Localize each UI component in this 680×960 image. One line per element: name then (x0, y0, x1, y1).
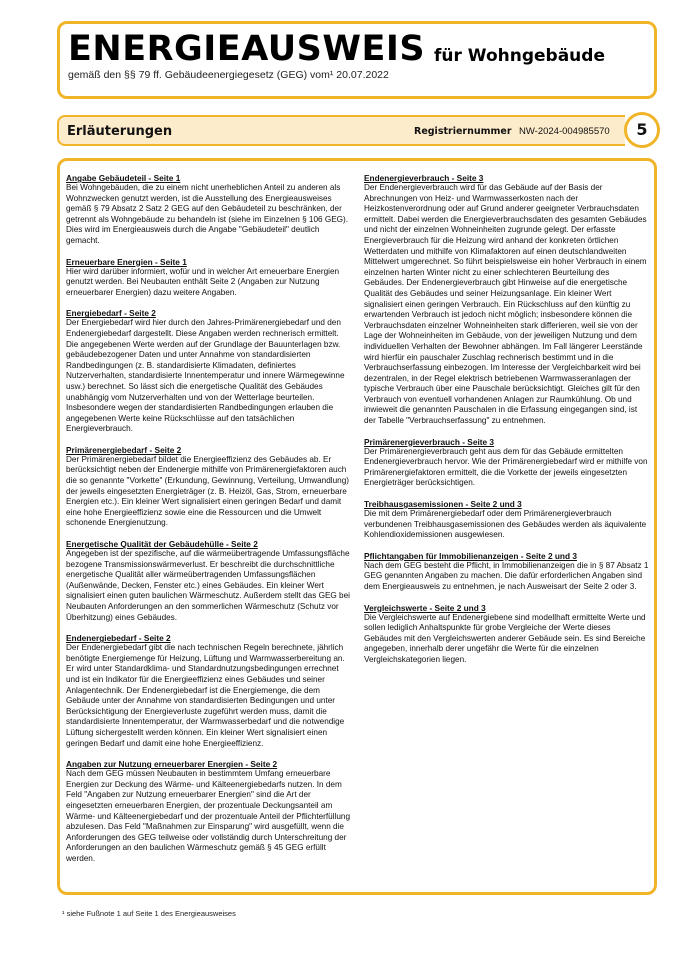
section-primaerenergiebedarf (66, 445, 352, 529)
section-heading: Treibhausgasemissionen - Seite 2 und 3 (364, 499, 522, 510)
section-endenergieverbrauch (364, 173, 650, 427)
section-text: Nach dem GEG besteht die Pflicht, in Immobilienanzeigen die in § 87 Absatz 1 GEG genannten Angaben zu machen. Die dafür erforderlichen Angaben sind dem Energieausweis zu entnehmen, je nach Ausweisart der Seite 2 oder 3. (364, 560, 649, 591)
section-text: Bei Wohngebäuden, die zu einem nicht unerheblichen Anteil zu anderen als Wohnzwecken genutzt werden, ist die Ausstellung des Energieausweises gemäß § 79 Absatz 2 Satz 2 GEG auf den Gebäudeteil zu beschränken, der getrennt als Wohngebäude zu behandeln ist (siehe im Einzelnen § 106 GEG). Dies wird im Energieausweis durch die Angabe "Gebäudeteil" deutlich gemacht. (66, 183, 349, 245)
section-text: Der Endenergieverbrauch wird für das Gebäude auf der Basis der Abrechnungen von Heiz- und Warmwasserkosten nach der Heizkostenverordnung oder auf Grund anderer geeigneter Verbrauchsdaten ermittelt. Dabei werden die Energieverbrauchsdaten des gesamten Gebäudes und nicht der einzelnen Wohneinheiten zugrunde gelegt. Der erfasste Energieverbrauch für die Heizung wird anhand der konkreten örtlichen Wetterdaten und mithilfe von Klimafaktoren auf einen deutschlandweiten Mittelwert umgerechnet. So führt beispielsweise ein hoher Verbrauch in einem einzelnen harten Winter nicht zu einer schlechteren Beurteilung des Gebäudes. Der Endenergieverbrauch gibt Hinweise auf die energetische Qualität des Gebäudes und seiner Heizungsanlage. Ein kleiner Wert signalisiert einen geringen Verbrauch. Ein Rückschluss auf den künftig zu erwartenden Verbrauch ist jedoch nicht möglich; insbesondere können die Verbrauchsdaten einzelner Wohneinheiten stark differieren, weil sie von der Lage der Wohneinheiten im Gebäude, von der jeweiligen Nutzung und dem individuellen Verhalten der Bewohner abhängen. Im Fall längerer Leerstände wird hierfür ein pauschaler Zuschlag rechnerisch bestimmt und in die Verbrauchserfassung einbezogen. Im Interesse der Vergleichbarkeit wird bei dezentralen, in der Regel elektrisch betriebenen Warmwasseranlagen der typische Verbrauch über eine Pauschale berücksichtigt. Gleiches gilt für den Verbrauch von eventuell vorhandenen Anlagen zur Raumkühlung. Ob und inwieweit die genannten Pauschalen in die Erfassung eingegangen sind, ist der Tabelle "Verbrauchserfassung" zu entnehmen. (364, 183, 647, 426)
section-heading: Energiebedarf - Seite 2 (66, 308, 156, 319)
section-heading: Primärenergiebedarf - Seite 2 (66, 444, 182, 455)
section-endenergiebedarf (66, 633, 352, 749)
page-number-badge: 5 (624, 112, 660, 148)
section-erneuerbare-energien (66, 257, 352, 299)
section-vergleichswerte (364, 603, 650, 666)
section-heading: Primärenergieverbrauch - Seite 3 (364, 436, 495, 447)
section-text: Die mit dem Primärenergiebedarf oder dem Primärenergieverbrauch verbundenen Treibhausgasemissionen des Gebäudes werden als äquivalente Kohlendioxidemissionen ausgewiesen. (364, 509, 647, 540)
registration-label: Registriernummer (414, 126, 512, 137)
section-text: Der Endenergiebedarf gibt die nach technischen Regeln berechnete, jährlich benötigte Energiemenge für Heizung, Lüftung und Warmwasserbereitung an. Er wird unter Standardklima- und Standardnutzungsbedingungen errechnet und ist ein Indikator für die Energieeffizienz eines Gebäudes und seiner Anlagentechnik. Der Endenergiebedarf ist die Energiemenge, die dem Gebäude unter der Annahme von standardisierten Bedingungen und unter Berücksichtigung der Energieverluste zugeführt werden muss, damit die standardisierte Innentemperatur, der Warmwasserbedarf und die notwendige Lüftung sichergestellt werden können. Ein kleiner Wert signalisiert einen geringen Bedarf und damit eine hohe Energieeffizienz. (66, 643, 345, 748)
section-text: Der Energiebedarf wird hier durch den Jahres-Primärenergiebedarf und den Endenergiebedarf dargestellt. Diese Angaben werden rechnerisch ermittelt. Die angegebenen Werte werden auf der Grundlage der Bauunterlagen bzw. gebäudebezogener Daten und unter Annahme von standardisierten Randbedingungen (z. B. standardisierte Klimadaten, definiertes Nutzerverhalten, standardisierte Innentemperatur und innere Wärmegewinne usw.) berechnet. So lässt sich die energetische Qualität des Gebäudes unabhängig vom Nutzerverhalten und von der Wetterlage beurteilen. Insbesondere wegen der standardisierten Randbedingungen erlauben die angegebenen Werte keine Rückschlüsse auf den tatsächlichen Energieverbrauch. (66, 318, 345, 434)
section-gebaeudeteil (66, 173, 352, 247)
explanations-box (57, 158, 657, 895)
section-pflichtangaben (364, 551, 650, 593)
section-heading: Vergleichswerte - Seite 2 und 3 (364, 602, 486, 613)
left-column (66, 173, 352, 874)
section-title: Erläuterungen (67, 124, 173, 139)
section-nutzung-erneuerbarer-energien (66, 759, 352, 864)
section-heading: Erneuerbare Energien - Seite 1 (66, 256, 187, 267)
section-heading: Energetische Qualität der Gebäudehülle - Seite 2 (66, 539, 258, 550)
section-heading: Pflichtangaben für Immobilienanzeigen - Seite 2 und 3 (364, 550, 577, 561)
section-gebaeudehuelle (66, 539, 352, 623)
right-column (364, 173, 650, 676)
section-bar (57, 115, 625, 146)
document-header (57, 21, 657, 99)
footnote: ¹ siehe Fußnote 1 auf Seite 1 des Energieausweises (62, 909, 236, 918)
section-treibhausgasemissionen (364, 499, 650, 541)
section-text: Nach dem GEG müssen Neubauten in bestimmtem Umfang erneuerbare Energien zur Deckung des Wärme- und Kälteenergiebedarfs nutzen. In dem Feld "Angaben zur Nutzung erneuerbarer Energien" sind die Art der eingesetzten erneuerbaren Energien, der prozentuale Deckungsanteil am Wärme- und Kälteenergiebedarf und der prozentuale Anteil der Pflichterfüllung abzulesen. Das Feld "Maßnahmen zur Einsparung" wird ausgefüllt, wenn die Anforderungen des GEG teilweise oder vollständig durch Unterschreitung der Anforderungen an den baulichen Wärmeschutz gemäß § 45 GEG erfüllt werden. (66, 769, 351, 863)
document-subtitle: für Wohngebäude (434, 46, 605, 66)
registration-number: NW-2024-004985570 (519, 126, 610, 137)
section-text: Hier wird darüber informiert, wofür und in welcher Art erneuerbare Energien genutzt werden. Bei Neubauten enthält Seite 2 (Angaben zur Nutzung erneuerbarer Energien) dazu weitere Angaben. (66, 266, 340, 297)
section-heading: Angabe Gebäudeteil - Seite 1 (66, 173, 181, 183)
document-title: ENERGIEAUSWEIS (68, 29, 426, 69)
section-text: Der Primärenergieverbrauch geht aus dem für das Gebäude ermittelten Endenergieverbrauch hervor. Wie der Primärenergiebedarf wird er mithilfe von Primärenergiefaktoren ermittelt, die die Vorkette der jeweils eingesetzten Energieträger berücksichtigen. (364, 446, 648, 488)
section-heading: Endenergiebedarf - Seite 2 (66, 633, 171, 644)
section-heading: Angaben zur Nutzung erneuerbarer Energien - Seite 2 (66, 759, 278, 770)
section-text: Die Vergleichswerte auf Endenergiebene sind modellhaft ermittelte Werte und sollen lediglich Anhaltspunkte für grobe Vergleiche der Werte dieses Gebäudes mit den Vergleichswerten anderer Gebäude sein. Es sind Bereiche angegeben, innerhalb derer ungefähr die Werte für die einzelnen Vergleichskategorien liegen. (364, 612, 646, 664)
section-text: Der Primärenergiebedarf bildet die Energieeffizienz des Gebäudes ab. Er berücksichtigt neben der Endenergie mithilfe von Primärenergiefaktoren auch die so genannte "Vorkette" (Erkundung, Gewinnung, Verteilung, Umwandlung) der jeweils eingesetzten Energieträger (z. B. Heizöl, Gas, Strom, erneuerbare Energien etc.). Ein kleiner Wert signalisiert einen geringen Bedarf und damit eine hohe Energieeffizienz sowie eine die Ressourcen und die Umwelt schonende Energienutzung. (66, 454, 349, 528)
section-energiebedarf (66, 308, 352, 435)
legal-basis: gemäß den §§ 79 ff. Gebäudeenergiegesetz (GEG) vom¹ 20.07.2022 (68, 69, 389, 81)
section-primaerenergieverbrauch (364, 437, 650, 489)
section-heading: Endenergieverbrauch - Seite 3 (364, 173, 484, 183)
section-text: Angegeben ist der spezifische, auf die wärmeübertragende Umfassungsfläche bezogene Transmissionswärmeverlust. Er beschreibt die durchschnittliche energetische Qualität aller wärmeübertragenden Umfassungsflächen (Außenwände, Decken, Fenster etc.) eines Gebäudes. Ein kleiner Wert signalisiert einen guten baulichen Wärmeschutz. Außerdem stellt das GEG bei Neubauten Anforderungen an den sommerlichen Wärmeschutz (Schutz vor Überhitzung) eines Gebäudes. (66, 549, 350, 622)
